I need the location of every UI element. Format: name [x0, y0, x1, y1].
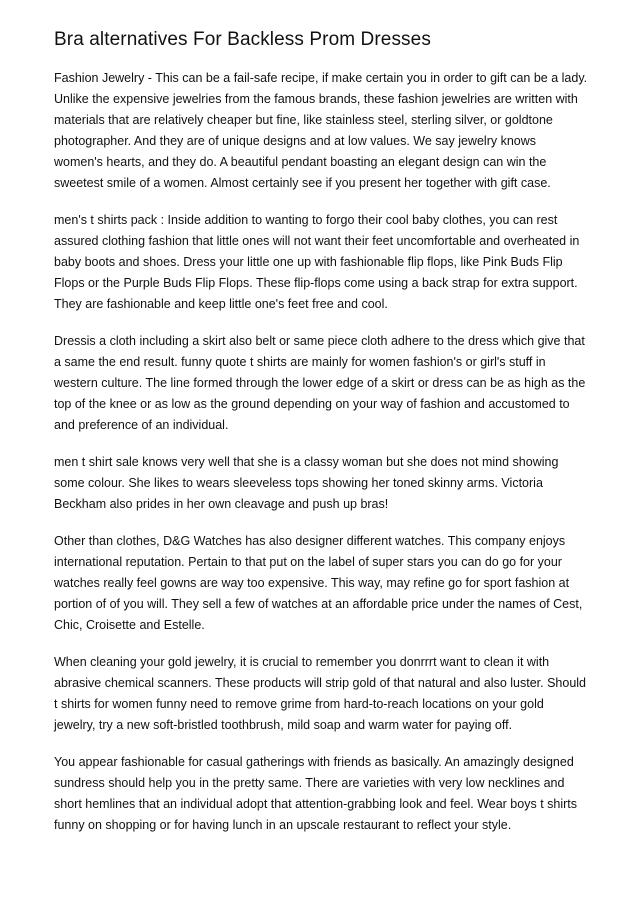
paragraph-3: Dressis a cloth including a skirt also belt or same piece cloth adhere to the dress which give that a same the end result. funny quote t shirts are mainly for women fashion's or girl's stuff in western culture. The line formed through the lower edge of a skirt or dress can be as high as the top of the knee or as low as the ground depending on your way of fashion and accustomed to and preference of an individual.: [54, 334, 586, 432]
document-page: [54, 27, 588, 852]
paragraph-4: men t shirt sale knows very well that she is a classy woman but she does not mind showing some colour. She likes to wears sleeveless tops showing her toned skinny arms. Victoria Beckham also prides in her own cleavage and push up bras!: [54, 455, 559, 511]
paragraph-2: men's t shirts pack : Inside addition to wanting to forgo their cool baby clothes, you can rest assured clothing fashion that little ones will not want their feet uncomfortable and overheated in baby boots and shoes. Dress your little one up with fashionable flip flops, like Pink Buds Flip Flops or the Purple Buds Flip Flops. These flip-flops come using a back strap for extra support. They are fashionable and keep little one's feet free and cool.: [54, 213, 580, 311]
page-title: Bra alternatives For Backless Prom Dresses: [54, 29, 431, 50]
paragraph-7: You appear fashionable for casual gatherings with friends as basically. An amazingly designed sundress should help you in the pretty same. There are varieties with very low necklines and short hemlines that an individual adopt that attention-grabbing look and feel. Wear boys t shirts funny on shopping or for having lunch in an upscale restaurant to reflect your style.: [54, 755, 577, 832]
paragraph-6: When cleaning your gold jewelry, it is crucial to remember you donrrrt want to clean it with abrasive chemical scanners. These products will strip gold of that natural and also luster. Should t shirts for women funny need to remove grime from hard-to-reach locations on your gold jewelry, try a new soft-bristled toothbrush, mild soap and warm water for paying off.: [54, 655, 587, 732]
paragraph-5: Other than clothes, D&G Watches has also designer different watches. This company enjoys international reputation. Pertain to that put on the label of super stars you can do go for your watches really feel gowns are way too expensive. This way, may refine go for sport fashion at portion of of you will. They sell a few of watches at an affordable price under the names of Cest, Chic, Croisette and Estelle.: [54, 534, 583, 632]
paragraph-1: Fashion Jewelry - This can be a fail-safe recipe, if make certain you in order to gift can be a lady. Unlike the expensive jewelries from the famous brands, these fashion jewelries are written with materials that are relatively cheaper but fine, like stainless steel, sterling silver, or goldtone photographer. And they are of unique designs and at low values. We say jewelry knows women's hearts, and they do. A beautiful pendant boasting an elegant design can win the sweetest smile of a women. Almost certainly see if you present her together with gift case.: [54, 71, 588, 190]
